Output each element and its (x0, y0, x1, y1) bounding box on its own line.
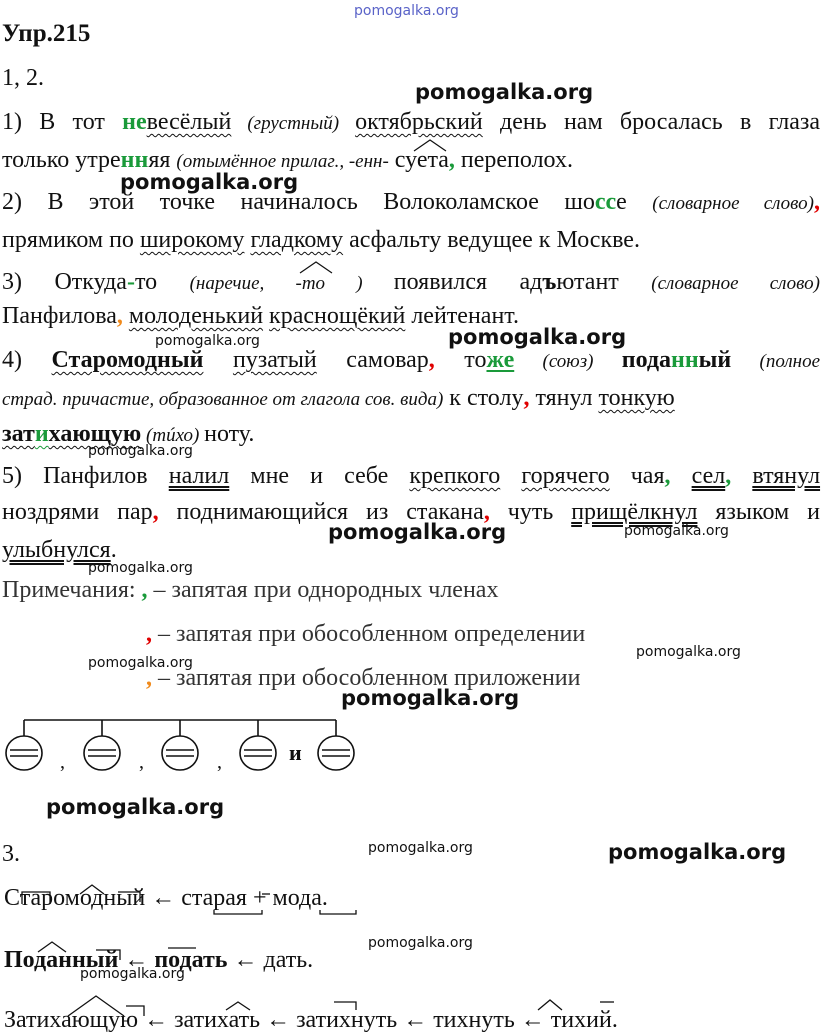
scheme-separator: , (217, 751, 222, 773)
watermark: pomogalka.org (368, 935, 473, 951)
sentence-3-line-2: Панфилова, молоденький краснощёкий лейтенант. (2, 303, 519, 329)
watermark: pomogalka.org (448, 325, 627, 349)
scheme-circle (6, 736, 42, 770)
suffix-mark: -енн- (348, 151, 389, 172)
watermark: pomogalka.org (46, 795, 225, 819)
sentence-2-line-2: прямиком по широкому гладкому асфальту ведущее к Москве. (2, 227, 640, 253)
sentence-3-line-1: 3) Откуда-то (наречие, -то ) появился адъютант (словарное слово) (2, 269, 820, 295)
watermark: pomogalka.org (624, 523, 729, 539)
scheme-circle (240, 736, 276, 770)
watermark: pomogalka.org (120, 170, 299, 194)
scheme-circle (84, 736, 120, 770)
scheme-separator: , (139, 751, 144, 773)
homogeneous-members-scheme (2, 712, 382, 782)
exercise-title: Упр.215 (2, 20, 91, 47)
watermark: pomogalka.org (368, 840, 473, 856)
scheme-circle (162, 736, 198, 770)
scheme-conjunction: и (289, 740, 302, 765)
morpheme-marks (0, 870, 823, 1030)
sentence-4-line-2: страд. причастие, образованное от глагола сов. вида) к столу, тянул тонкую (2, 385, 675, 411)
note-isolated-apposition: , – запятая при обособленном приложении (146, 665, 581, 691)
word-formation-1: Старомодный ← старая + мода. (4, 885, 328, 911)
sentence-5-line-3: улыбнулся. (2, 537, 117, 563)
watermark: pomogalka.org (88, 443, 193, 459)
task-numbers: 1, 2. (2, 65, 44, 91)
watermark: pomogalka.org (88, 655, 193, 671)
watermark: pomogalka.org (155, 333, 260, 349)
scheme-circle (318, 736, 354, 770)
watermark: pomogalka.org (341, 686, 520, 710)
word-formation-2: Поданный ← подать ← дать. (4, 947, 314, 973)
watermark: pomogalka.org (608, 840, 787, 864)
task-3-label: 3. (2, 841, 20, 867)
note-isolated-definition: , – запятая при обособленном определении (146, 621, 586, 647)
suffix-arc (298, 259, 338, 275)
watermark: pomogalka.org (636, 644, 741, 660)
word-formation-3: Затихающую ← затихать ← затихнуть ← тихнуть ← тихий. (4, 1007, 618, 1033)
sentence-1-line-2: только утренняя (отымённое прилаг., -енн- суета, переполох. (2, 147, 573, 173)
scheme-separator: , (60, 751, 65, 773)
watermark-top: pomogalka.org (354, 3, 459, 19)
sentence-4-line-1: 4) Старомодный пузатый самовар, тоже (союз) поданный (полное (2, 347, 821, 373)
watermark: pomogalka.org (415, 80, 594, 104)
sentence-2-line-1: 2) В этой точке начиналось Волоколамское шоссе (словарное слово), (2, 189, 820, 215)
watermark: pomogalka.org (88, 560, 193, 576)
sentence-4-line-3: затихающую (тúхо) ноту. (2, 421, 255, 447)
sentence-1-line-1: 1) В тот невесёлый (грустный) октябрьский день нам бросалась в глаза (2, 109, 821, 135)
suffix-arc (412, 137, 452, 153)
watermark: pomogalka.org (328, 520, 507, 544)
note-homogeneous: Примечания: , – запятая при однородных членах (2, 577, 499, 603)
sentence-5-line-2: ноздрями пар, поднимающийся из стакана, чуть прищёлкнул языком и (2, 499, 820, 525)
sentence-5-line-1: 5) Панфилов налил мне и себе крепкого горячего чая, сел, втянул (2, 463, 821, 489)
watermark: pomogalka.org (80, 966, 185, 982)
